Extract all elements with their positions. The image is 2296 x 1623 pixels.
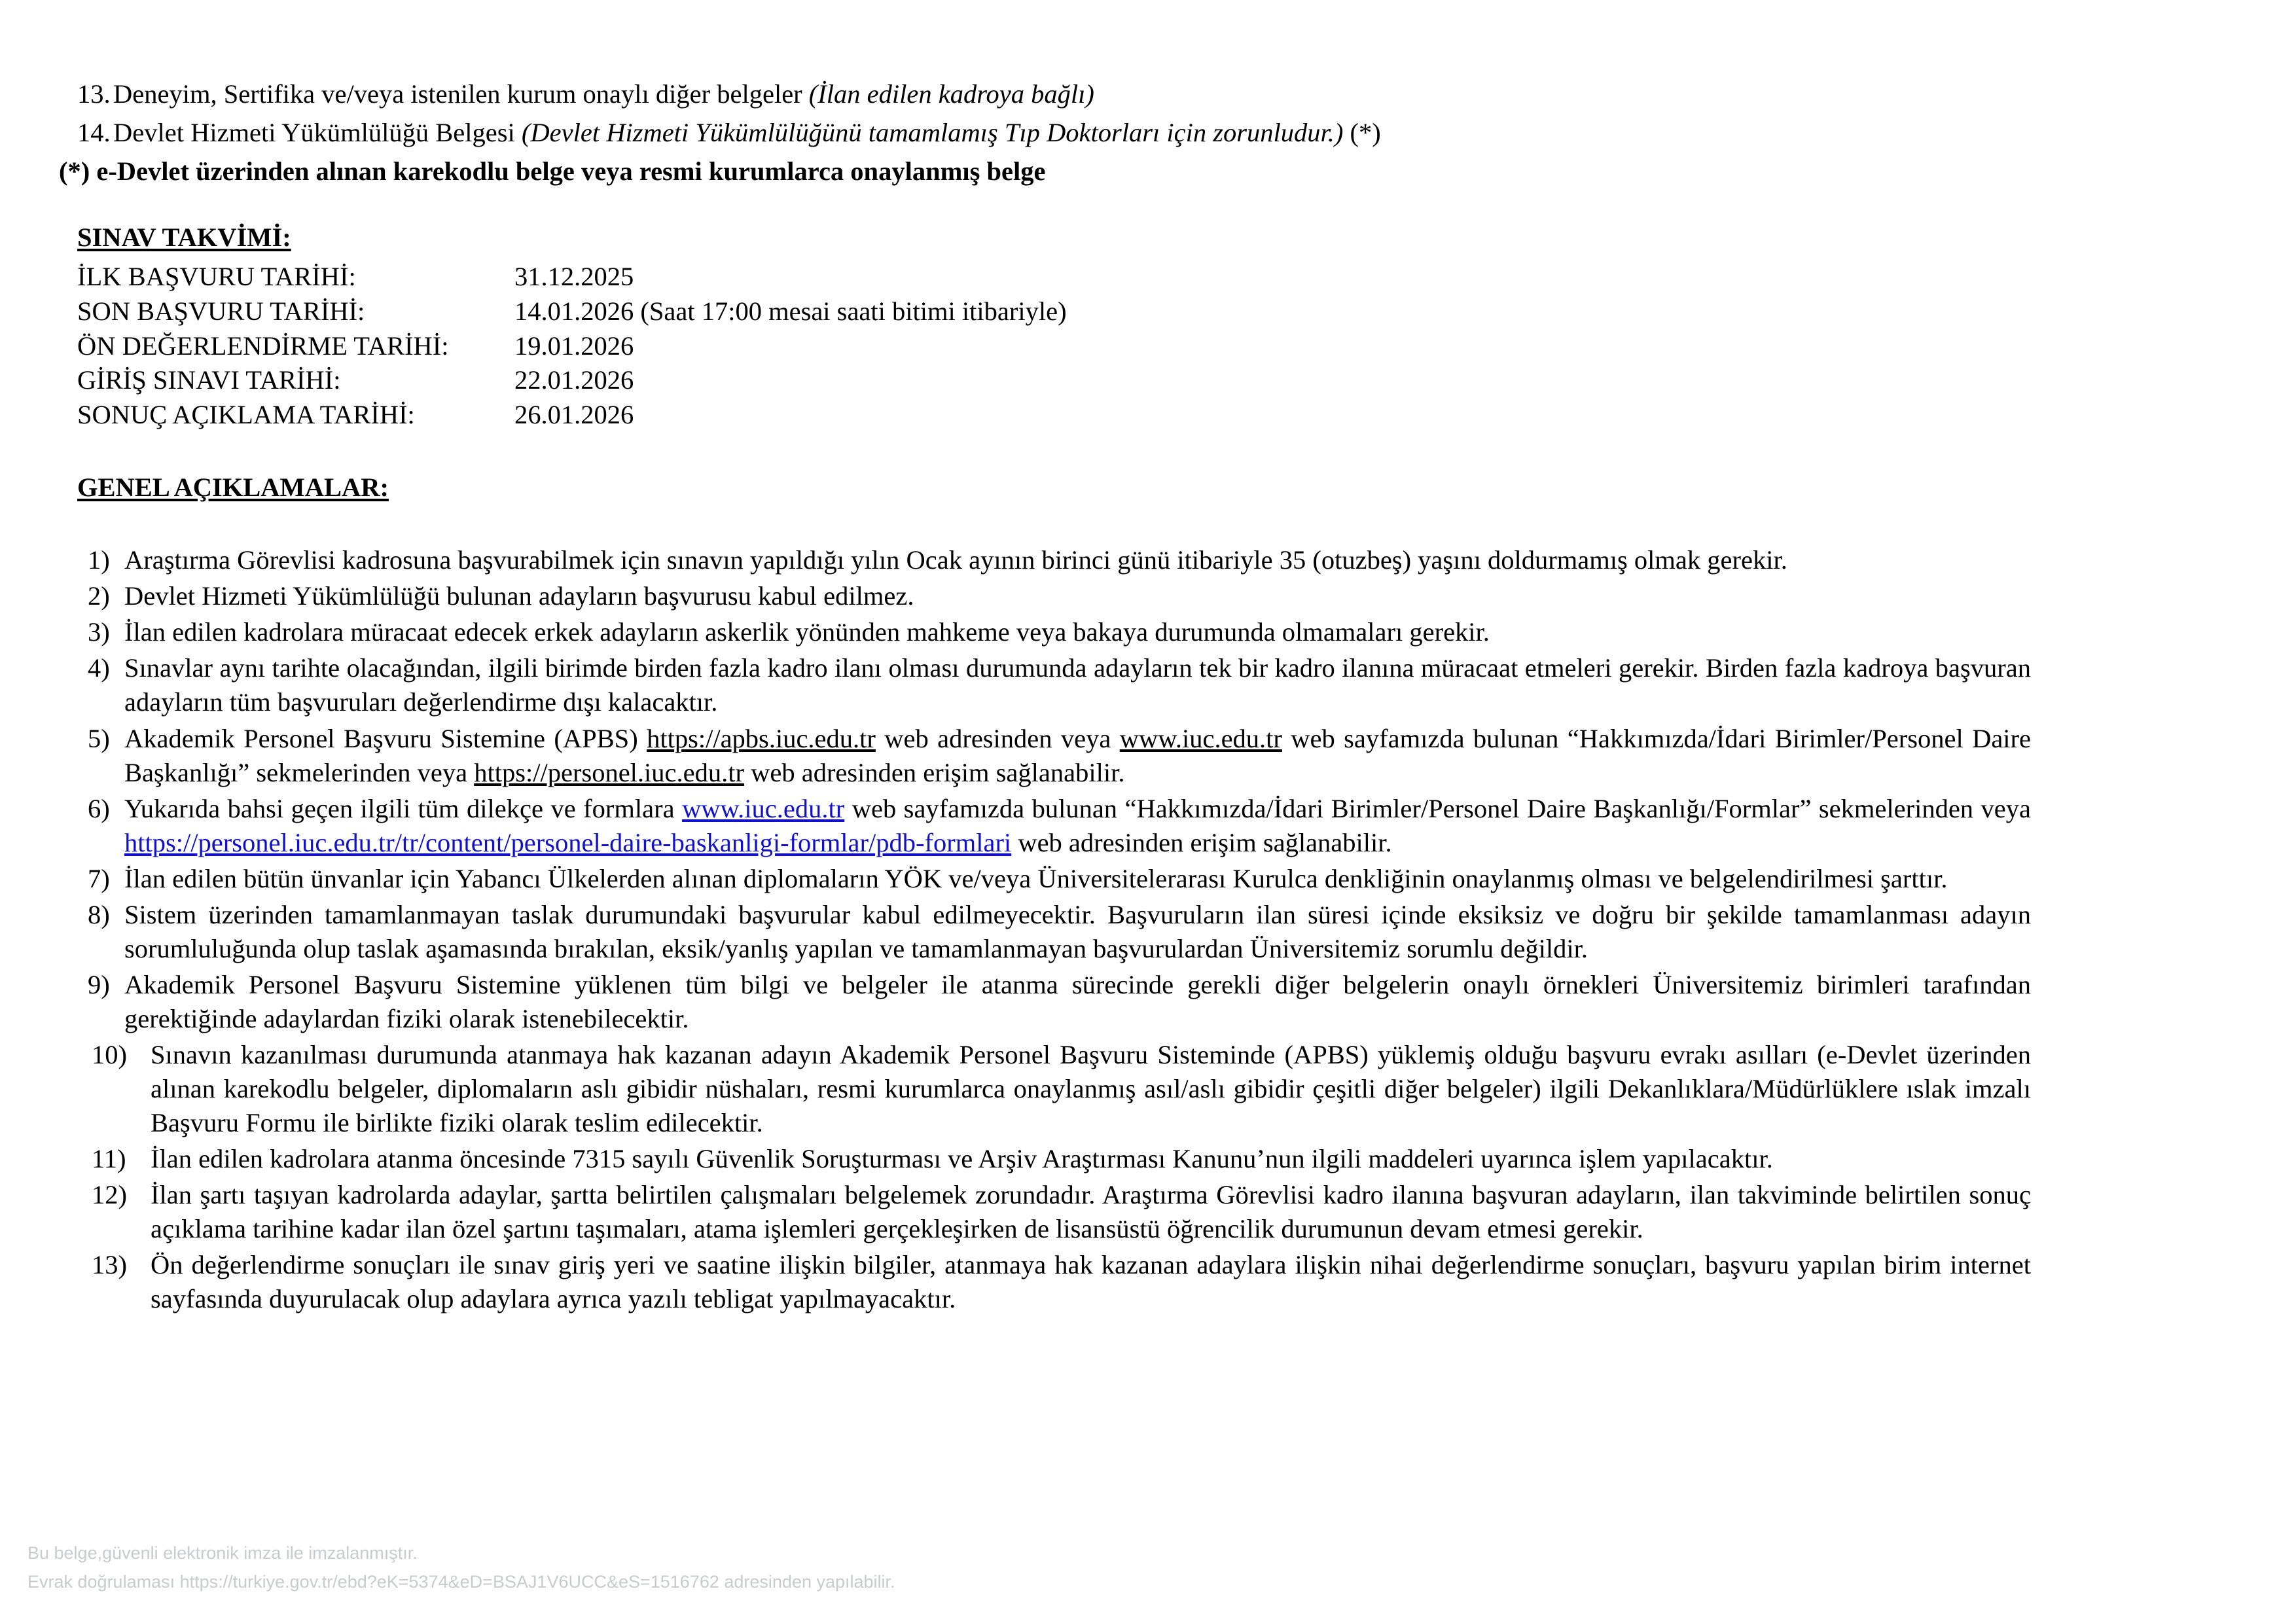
footer-line-verification: Evrak doğrulaması https://turkiye.gov.tr/ebd?eK=5374&eD=BSAJ1V6UCC&eS=1516762 adresinden yapılabilir. — [27, 1571, 895, 1592]
takvim-value: 19.01.2026 — [514, 330, 634, 361]
list-item-text: Ön değerlendirme sonuçları ile sınav giriş yeri ve saatine ilişkin bilgiler, atanmaya hak kazanan adaylara ilişkin nihai değerlendirme sonuçları, başvuru yapılan birim internet sayfasında duyurulacak olup adaylara ayrıca yazılı tebligat yapılmayacaktır. — [151, 1249, 2031, 1313]
list-item — [77, 543, 2031, 577]
top-items-group — [59, 77, 2031, 188]
top-item-text: Devlet Hizmeti Yükümlülüğü Belgesi — [113, 117, 522, 147]
list-item-text: İlan edilen kadrolara atanma öncesinde 7315 sayılı Güvenlik Soruşturması ve Arşiv Araştırması Kanunu’nun ilgili maddeleri uyarınca işlem yapılacaktır. — [151, 1143, 1773, 1173]
list-item-text: İlan edilen bütün ünvanlar için Yabancı Ülkelerden alınan diplomaların YÖK ve/veya Üniversitelerarası Kurulca denkliğinin onaylanmış olması ve belgelendirilmesi şarttır. — [124, 863, 1948, 893]
list-item-marker: 5) — [88, 723, 110, 753]
list-item — [77, 1248, 2031, 1316]
inline-text: Akademik Personel Başvuru Sistemine (APBS) — [124, 723, 647, 753]
spacer — [77, 433, 2031, 471]
inline-text: web adresinden erişim sağlanabilir. — [1011, 827, 1392, 857]
list-item-marker: 1) — [88, 545, 110, 575]
footer-line-signature: Bu belge,güvenli elektronik imza ile imzalanmıştır. — [27, 1543, 418, 1563]
takvim-label: SONUÇ AÇIKLAMA TARİHİ: — [77, 399, 415, 429]
asterisk-note: (*) e-Devlet üzerinden alınan karekodlu belge veya resmi kurumlarca onaylanmış belge — [59, 156, 1046, 186]
inline-link[interactable]: www.iuc.edu.tr — [1119, 723, 1282, 753]
top-item-number: 14. — [77, 117, 111, 147]
sinav-takvimi-table — [77, 260, 2031, 432]
takvim-value: 26.01.2026 — [514, 399, 634, 429]
list-item-text: Devlet Hizmeti Yükümlülüğü bulunan adayların başvurusu kabul edilmez. — [124, 581, 914, 611]
spacer — [77, 188, 2031, 221]
takvim-value: 31.12.2025 — [514, 262, 634, 292]
takvim-label: SON BAŞVURU TARİHİ: — [77, 296, 365, 326]
takvim-label: İLK BAŞVURU TARİHİ: — [77, 262, 356, 292]
list-item-marker: 2) — [88, 581, 110, 611]
top-item — [77, 77, 2031, 111]
list-item-marker: 7) — [88, 863, 110, 893]
top-item — [77, 116, 2031, 150]
spacer — [77, 255, 2031, 260]
spacer — [77, 504, 2031, 543]
inline-text: web sayfamızda bulunan “Hakkımızda/İdari Birimler/Personel Daire Başkanlığı/Formlar” sekmelerinden veya — [844, 793, 2031, 823]
inline-link[interactable]: https://apbs.iuc.edu.tr — [647, 723, 876, 753]
takvim-row — [77, 363, 2031, 398]
inline-link[interactable]: https://personel.iuc.edu.tr — [474, 757, 744, 787]
list-item-text: İlan edilen kadrolara müracaat edecek erkek adayların askerlik yönünden mahkeme veya bakaya durumunda olmamaları gerekir. — [124, 617, 1490, 647]
list-item-marker: 10) — [92, 1039, 127, 1069]
list-item — [77, 898, 2031, 966]
inline-link[interactable]: www.iuc.edu.tr — [682, 793, 845, 823]
inline-text: web adresinden veya — [875, 723, 1120, 753]
list-item-text — [124, 722, 2031, 790]
list-item-text: Akademik Personel Başvuru Sistemine yüklenen tüm bilgi ve belgeler ile atanma sürecinde gerekli diğer belgelerin onaylı örnekleri Üniversitemiz birimleri tarafından gerektiğinde adaylardan fiziki olarak istenebilecektir. — [124, 969, 2031, 1033]
genel-aciklamalar-list — [77, 543, 2031, 1316]
list-item-text: Sınavlar aynı tarihte olacağından, ilgili birimde birden fazla kadro ilanı olması durumunda adayların tek bir kadro ilanına müracaat etmeleri gerekir. Birden fazla kadroya başvuran adayların tüm başvuruları değerlendirme dışı kalacaktır. — [124, 653, 2031, 717]
takvim-label: ÖN DEĞERLENDİRME TARİHİ: — [77, 330, 449, 361]
list-item-text — [124, 792, 2031, 860]
list-item-marker: 3) — [88, 617, 110, 647]
takvim-row — [77, 329, 2031, 364]
list-item — [77, 1178, 2031, 1246]
top-item-number: 13. — [77, 79, 111, 109]
list-item — [77, 968, 2031, 1036]
takvim-row — [77, 294, 2031, 329]
list-item — [77, 1038, 2031, 1140]
takvim-row — [77, 398, 2031, 433]
inline-text: web sayfamızda bulunan “Hakkımızda/İdari Birimler/Personel Daire Başkanlığı” sekmelerinden veya — [124, 723, 2032, 787]
inline-text: web adresinden erişim sağlanabilir. — [744, 757, 1125, 787]
list-item-marker: 9) — [88, 969, 110, 999]
list-item-text: İlan şartı taşıyan kadrolarda adaylar, şartta belirtilen çalışmaları belgelemek zorundadır. Araştırma Görevlisi kadro ilanına başvuran adayların, ilan takviminde belirtilen sonuç açıklama tarihine kadar ilan özel şartını taşımaları, atama işlemleri gerçekleşirken de lisansüstü öğrencilik durumunun devam etmesi gerekir. — [151, 1179, 2031, 1243]
top-item-italic-note: (Devlet Hizmeti Yükümlülüğünü tamamlamış Tıp Doktorları için zorunludur.) — [521, 117, 1344, 147]
sinav-takvimi-heading: SINAV TAKVİMİ: — [77, 223, 291, 253]
list-item — [77, 615, 2031, 649]
list-item — [77, 651, 2031, 719]
takvim-value: 22.01.2026 — [514, 365, 634, 395]
list-item — [77, 722, 2031, 790]
list-item-marker: 8) — [88, 899, 110, 929]
list-item-marker: 13) — [92, 1249, 127, 1279]
top-item-tail: (*) — [1343, 117, 1381, 147]
inline-link[interactable]: https://personel.iuc.edu.tr/tr/content/personel-daire-baskanligi-formlar/pdb-formlari — [124, 827, 1012, 857]
list-item-marker: 12) — [92, 1179, 127, 1209]
list-item-marker: 6) — [88, 793, 110, 823]
list-item-text: Sınavın kazanılması durumunda atanmaya hak kazanan adayın Akademik Personel Başvuru Sisteminde (APBS) yüklemiş olduğu başvuru evrakı asılları (e-Devlet üzerinden alınan karekodlu belgeler, diplomaların aslı gibidir nüshaları, resmi kurumlarca onaylanmış asıl/aslı gibidir çeşitli diğer belgeler) ilgili Dekanlıklara/Müdürlüklere ıslak imzalı Başvuru Formu ile birlikte fiziki olarak teslim edilecektir. — [151, 1039, 2031, 1137]
takvim-value: 14.01.2026 (Saat 17:00 mesai saati bitimi itibariyle) — [514, 296, 1067, 326]
inline-text: Yukarıda bahsi geçen ilgili tüm dilekçe ve formlara — [124, 793, 683, 823]
document-body — [59, 77, 2032, 1318]
list-item — [77, 792, 2031, 860]
list-item — [77, 1142, 2031, 1176]
list-item-marker: 11) — [92, 1143, 126, 1173]
list-item-text: Sistem üzerinden tamamlanmayan taslak durumundaki başvurular kabul edilmeyecektir. Başvuruların ilan süresi içinde eksiksiz ve doğru bir şekilde tamamlanması adayın sorumluluğunda olup taslak aşamasında bırakılan, eksik/yanlış yapılan ve tamamlanmayan başvurulardan Üniversitemiz sorumlu değildir. — [124, 899, 2031, 963]
list-item — [77, 579, 2031, 613]
top-item-italic-note: (İlan edilen kadroya bağlı) — [808, 79, 1094, 109]
takvim-label: GİRİŞ SINAVI TARİHİ: — [77, 365, 341, 395]
list-item — [77, 862, 2031, 896]
list-item-text: Araştırma Görevlisi kadrosuna başvurabilmek için sınavın yapıldığı yılın Ocak ayının birinci günü itibariyle 35 (otuzbeş) yaşını doldurmamış olmak gerekir. — [124, 545, 1787, 575]
list-item-marker: 4) — [88, 653, 110, 683]
e-signature-footer — [27, 1539, 1991, 1596]
takvim-row — [77, 260, 2031, 294]
genel-aciklamalar-heading: GENEL AÇIKLAMALAR: — [77, 472, 389, 502]
top-item-text: Deneyim, Sertifika ve/veya istenilen kurum onaylı diğer belgeler — [113, 79, 809, 109]
